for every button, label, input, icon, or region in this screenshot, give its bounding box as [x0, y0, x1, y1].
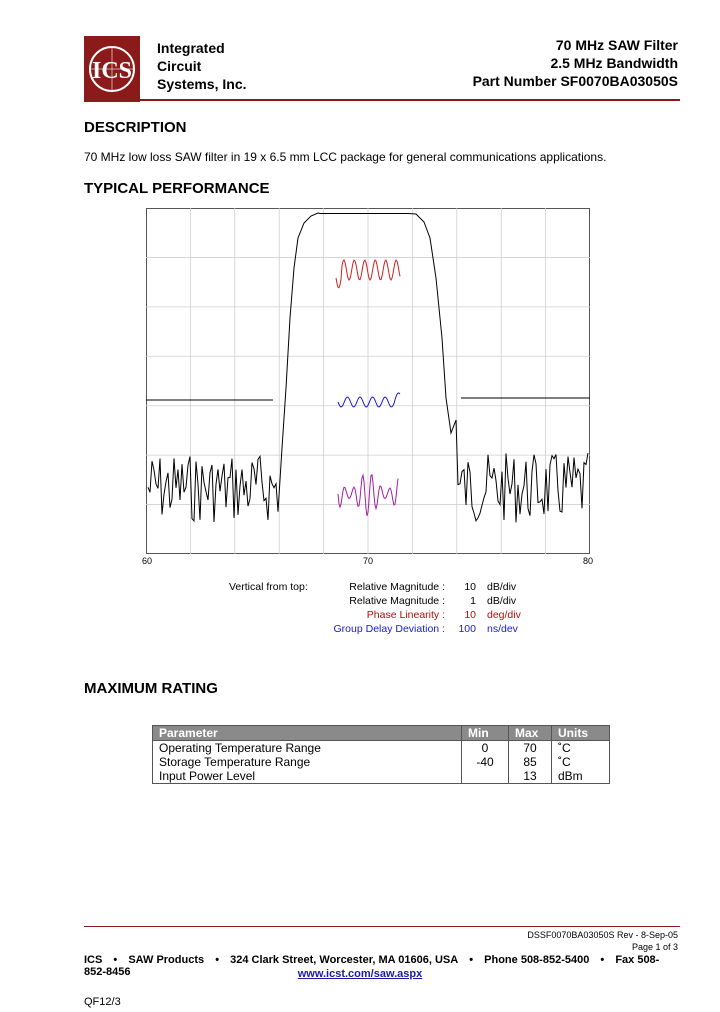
- cell-parameter: Operating Temperature Range: [153, 741, 462, 756]
- cell-min: -40: [462, 755, 509, 769]
- cell-min: 0: [462, 741, 509, 756]
- legend-values: [450, 580, 476, 636]
- legend-value: 10: [464, 609, 476, 621]
- doc-id: DSSF0070BA03050S Rev - 8-Sep-05: [527, 930, 678, 940]
- product-title: 70 MHz SAW Filter 2.5 MHz Bandwidth Part Number SF0070BA03050S: [472, 37, 678, 89]
- cell-parameter: Input Power Level: [153, 769, 462, 784]
- legend-unit: dB/div: [487, 581, 517, 593]
- legend-unit: ns/dev: [487, 623, 518, 635]
- website-link[interactable]: www.icst.com/saw.aspx: [297, 968, 423, 980]
- legend-name: Phase Linearity :: [366, 609, 445, 621]
- page-number: Page 1 of 3: [631, 942, 678, 952]
- company-name: Integrated Circuit Systems, Inc.: [157, 40, 247, 92]
- cell-max: 85: [509, 755, 552, 769]
- footer-rule: [84, 926, 680, 927]
- cell-units: dBm: [552, 769, 610, 784]
- x-tick-70: 70: [363, 556, 374, 566]
- legend-name: Relative Magnitude :: [349, 581, 445, 593]
- performance-heading: TYPICAL PERFORMANCE: [84, 180, 270, 197]
- x-tick-80: 80: [583, 556, 594, 566]
- legend-unit: deg/div: [487, 609, 521, 621]
- ics-logo: [84, 36, 140, 102]
- x-tick-60: 60: [142, 556, 153, 566]
- cell-max: 70: [509, 741, 552, 756]
- cell-units: ˚C: [552, 741, 610, 756]
- table-row: [153, 741, 610, 756]
- col-max: Max: [509, 726, 552, 741]
- legend-value: 1: [470, 595, 476, 607]
- table-row: [153, 769, 610, 784]
- col-min: Min: [462, 726, 509, 741]
- legend-value: 10: [464, 581, 476, 593]
- legend-name: Relative Magnitude :: [349, 595, 445, 607]
- logo-text: ICS: [91, 58, 133, 84]
- legend-value: 100: [458, 623, 476, 635]
- rating-heading: MAXIMUM RATING: [84, 680, 218, 697]
- legend-unit: dB/div: [487, 595, 517, 607]
- contact-line: ICS • SAW Products • 324 Clark Street, Worcester, MA 01606, USA • Phone 508-852-5400 • Fax 508-852-8456: [84, 954, 660, 978]
- rating-table: [152, 725, 610, 784]
- legend-title: Vertical from top:: [229, 581, 308, 593]
- header-rule: [84, 99, 680, 101]
- cell-parameter: Storage Temperature Range: [153, 755, 462, 769]
- description-text: 70 MHz low loss SAW filter in 19 x 6.5 mm LCC package for general communications applications.: [84, 150, 607, 164]
- cell-max: 13: [509, 769, 552, 784]
- legend-names: [300, 580, 445, 636]
- table-row: [153, 755, 610, 769]
- description-heading: DESCRIPTION: [84, 119, 187, 136]
- col-units: Units: [552, 726, 610, 741]
- performance-chart: [146, 208, 590, 554]
- table-header-row: [153, 726, 610, 741]
- form-number: QF12/3: [84, 996, 121, 1008]
- legend-units: [487, 580, 521, 636]
- legend-name: Group Delay Deviation :: [333, 623, 445, 635]
- cell-min: [462, 769, 509, 784]
- cell-units: ˚C: [552, 755, 610, 769]
- col-parameter: Parameter: [153, 726, 462, 741]
